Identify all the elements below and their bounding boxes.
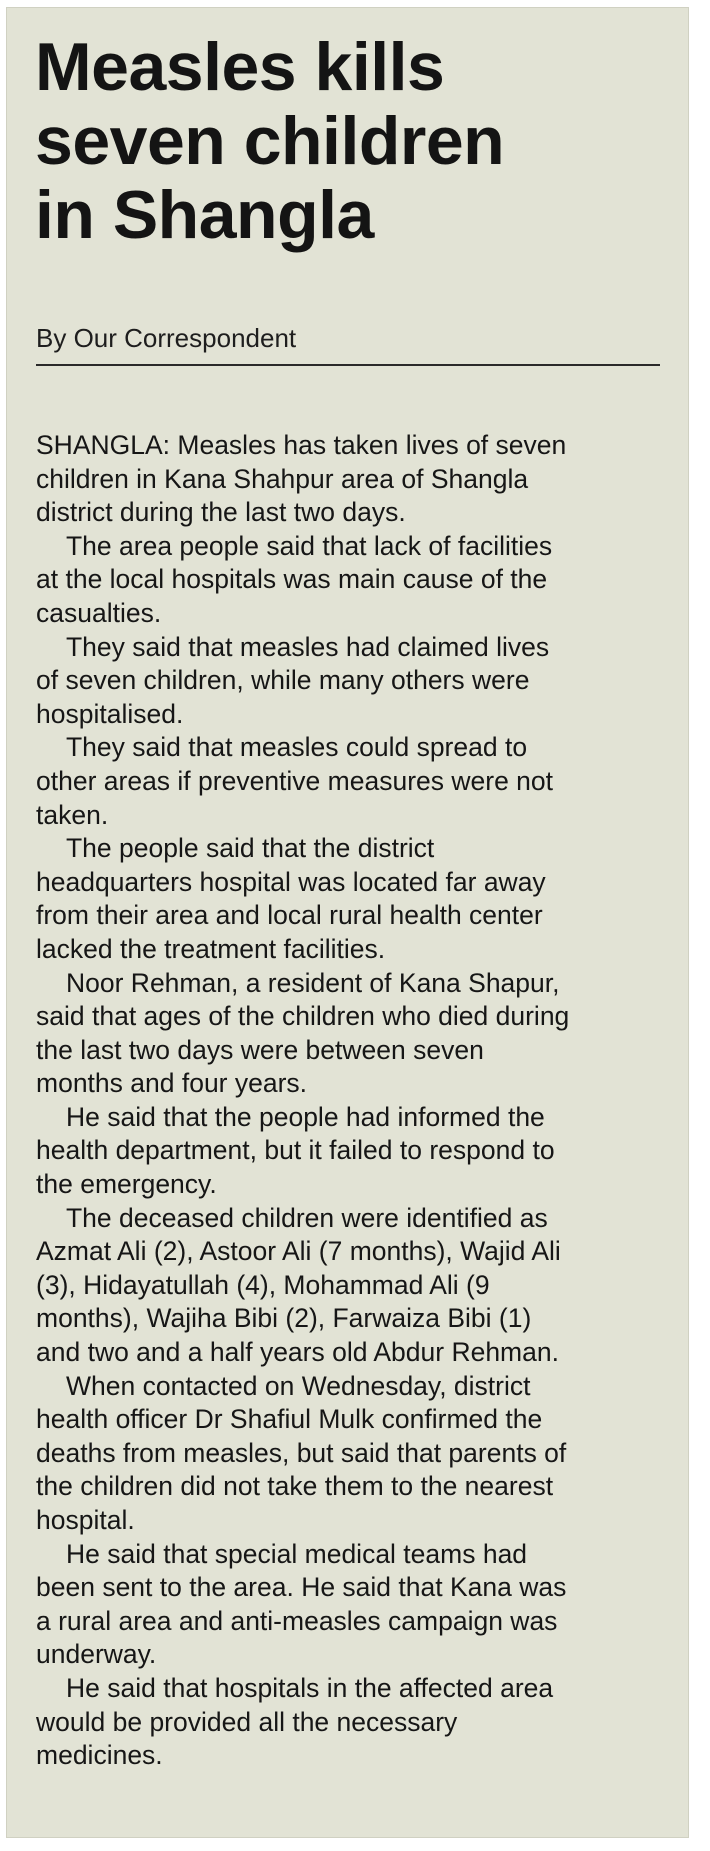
- paragraph-line: deaths from measles, but said that parents of: [36, 1437, 567, 1468]
- paragraph-line: When contacted on Wednesday, district: [66, 1370, 531, 1401]
- paragraph-line: lacked the treatment facilities.: [36, 933, 386, 964]
- paragraph-line: months and four years.: [36, 1068, 308, 1099]
- paragraph-line: other areas if preventive measures were not: [36, 765, 554, 796]
- paragraph-line: the children did not take them to the nearest: [36, 1471, 554, 1502]
- paragraph-line: The people said that the district: [66, 833, 435, 864]
- paragraph-line: health department, but it failed to respond to: [36, 1135, 555, 1166]
- article-paragraph: [36, 967, 676, 1101]
- article-paragraph: [36, 631, 676, 732]
- paragraph-line: a rural area and anti-measles campaign was: [36, 1605, 558, 1636]
- paragraph-line: district during the last two days.: [36, 497, 406, 528]
- headline-line: Measles kills: [35, 29, 445, 105]
- paragraph-line: underway.: [36, 1639, 157, 1670]
- paragraph-line: hospital.: [36, 1505, 135, 1535]
- article-paragraph: [36, 832, 676, 966]
- paragraph-line: The deceased children were identified as: [66, 1202, 548, 1233]
- paragraph-line: They said that measles had claimed lives: [66, 631, 550, 662]
- article-paragraph: [36, 1672, 676, 1773]
- paragraph-line: He said that hospitals in the affected area: [66, 1672, 554, 1703]
- article-paragraph: [36, 1202, 676, 1370]
- paragraph-line: months), Wajiha Bibi (2), Farwaiza Bibi (1): [36, 1303, 532, 1334]
- paragraph-line: They said that measles could spread to: [66, 732, 528, 763]
- article-paragraph: [36, 1370, 676, 1538]
- paragraph-line: He said that special medical teams had: [66, 1538, 528, 1569]
- paragraph-line: He said that the people had informed the: [66, 1101, 545, 1132]
- article-paragraph: [36, 731, 676, 832]
- article-paragraph: [36, 1538, 676, 1672]
- headline-line: in Shangla: [35, 177, 374, 253]
- byline: By Our Correspondent: [36, 322, 660, 366]
- paragraph-line: Noor Rehman, a resident of Kana Shapur,: [66, 967, 560, 998]
- paragraph-line: medicines.: [36, 1740, 163, 1771]
- paragraph-line: headquarters hospital was located far away: [36, 866, 546, 897]
- paragraph-line: at the local hospitals was main cause of the: [36, 564, 548, 595]
- article-paragraph: [36, 429, 676, 530]
- paragraph-line: from their area and local rural health center: [36, 900, 543, 931]
- article-paragraph: [36, 530, 676, 631]
- paragraph-line: (3), Hidayatullah (4), Mohammad Ali (9: [36, 1269, 490, 1300]
- article-paragraph: [36, 1101, 676, 1202]
- paragraph-line: casualties.: [36, 597, 162, 628]
- paragraph-line: The area people said that lack of facilities: [66, 530, 553, 561]
- paragraph-line: Azmat Ali (2), Astoor Ali (7 months), Wajid Ali: [36, 1236, 561, 1267]
- paragraph-line: the emergency.: [36, 1169, 217, 1200]
- paragraph-line: said that ages of the children who died during: [36, 1001, 570, 1032]
- paragraph-line: health officer Dr Shafiul Mulk confirmed the: [36, 1404, 543, 1435]
- paragraph-line: would be provided all the necessary: [36, 1706, 458, 1737]
- headline: [35, 30, 665, 252]
- paragraph-line: hospitalised.: [36, 698, 184, 729]
- headline-line: seven children: [35, 103, 505, 179]
- article-body: [36, 429, 676, 1773]
- paragraph-line: been sent to the area. He said that Kana was: [36, 1572, 567, 1603]
- paragraph-line: children in Kana Shahpur area of Shangla: [36, 463, 529, 494]
- paragraph-line: SHANGLA: Measles has taken lives of seven: [36, 430, 567, 460]
- paragraph-line: the last two days were between seven: [36, 1034, 484, 1065]
- paragraph-line: taken.: [36, 799, 109, 830]
- paragraph-line: of seven children, while many others were: [36, 665, 530, 696]
- paragraph-line: and two and a half years old Abdur Rehman.: [36, 1337, 559, 1368]
